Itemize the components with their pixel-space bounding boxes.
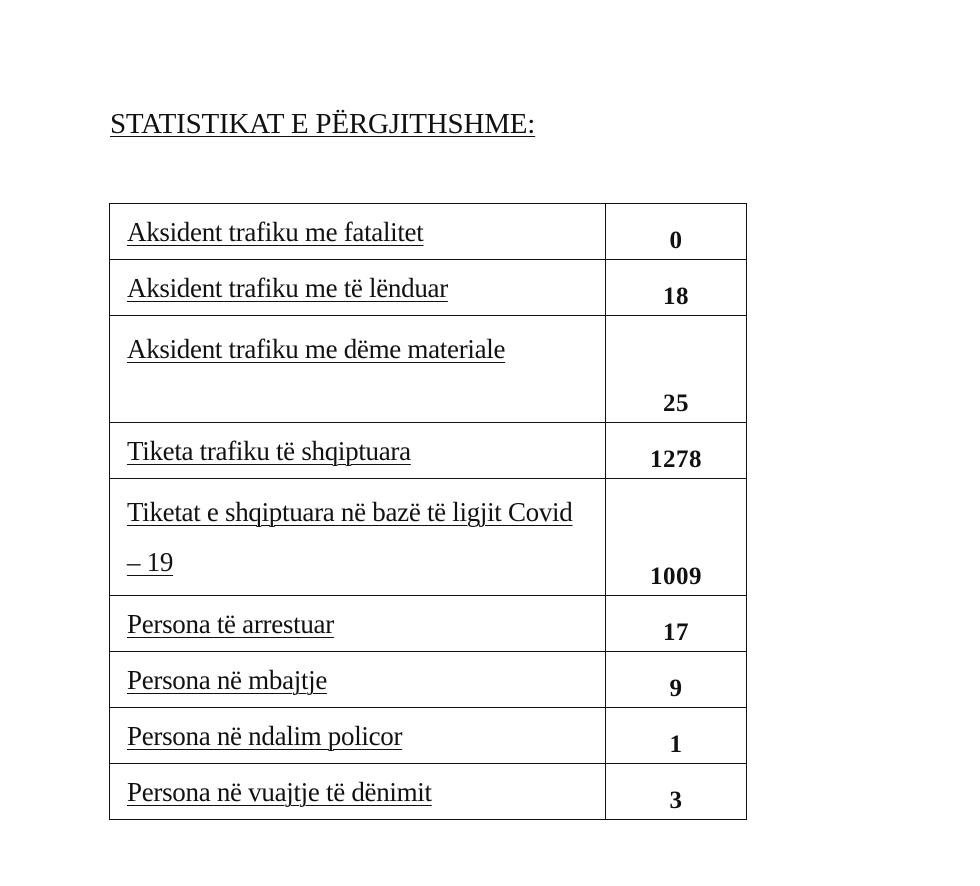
row-value: 0 (605, 204, 746, 260)
table-row (110, 204, 747, 260)
row-value: 25 (605, 316, 746, 423)
row-label-cell (110, 652, 606, 708)
row-label: Tiketa trafiku të shqiptuara (127, 436, 411, 466)
table-row (110, 423, 747, 479)
row-value: 3 (605, 764, 746, 820)
row-value: 17 (605, 596, 746, 652)
row-label: Tiketat e shqiptuara në bazë të ligjit Covid – 19 (127, 497, 573, 577)
table-row (110, 479, 747, 596)
row-label-cell (110, 204, 606, 260)
table-row (110, 708, 747, 764)
row-label-cell (110, 708, 606, 764)
row-label: Persona në vuajtje të dënimit (127, 777, 432, 807)
row-value: 1 (605, 708, 746, 764)
row-label-cell (110, 596, 606, 652)
statistics-heading: STATISTIKAT E PËRGJITHSHME: (110, 108, 536, 140)
table-row (110, 316, 747, 423)
row-label: Aksident trafiku me të lënduar (127, 273, 448, 303)
row-value: 1278 (605, 423, 746, 479)
row-value: 18 (605, 260, 746, 316)
row-label: Persona në ndalim policor (127, 721, 403, 751)
row-label: Aksident trafiku me dëme materiale (127, 334, 506, 364)
table-row (110, 764, 747, 820)
statistics-table (109, 203, 747, 820)
row-value: 1009 (605, 479, 746, 596)
row-label-cell (110, 260, 606, 316)
row-label: Aksident trafiku me fatalitet (127, 217, 424, 247)
row-label-cell (110, 423, 606, 479)
row-label: Persona në mbajtje (127, 665, 328, 695)
row-label-cell (110, 479, 606, 596)
table-row (110, 596, 747, 652)
row-label-cell (110, 764, 606, 820)
row-value: 9 (605, 652, 746, 708)
table-row (110, 260, 747, 316)
row-label: Persona të arrestuar (127, 609, 334, 639)
table-row (110, 652, 747, 708)
row-label-cell (110, 316, 606, 423)
